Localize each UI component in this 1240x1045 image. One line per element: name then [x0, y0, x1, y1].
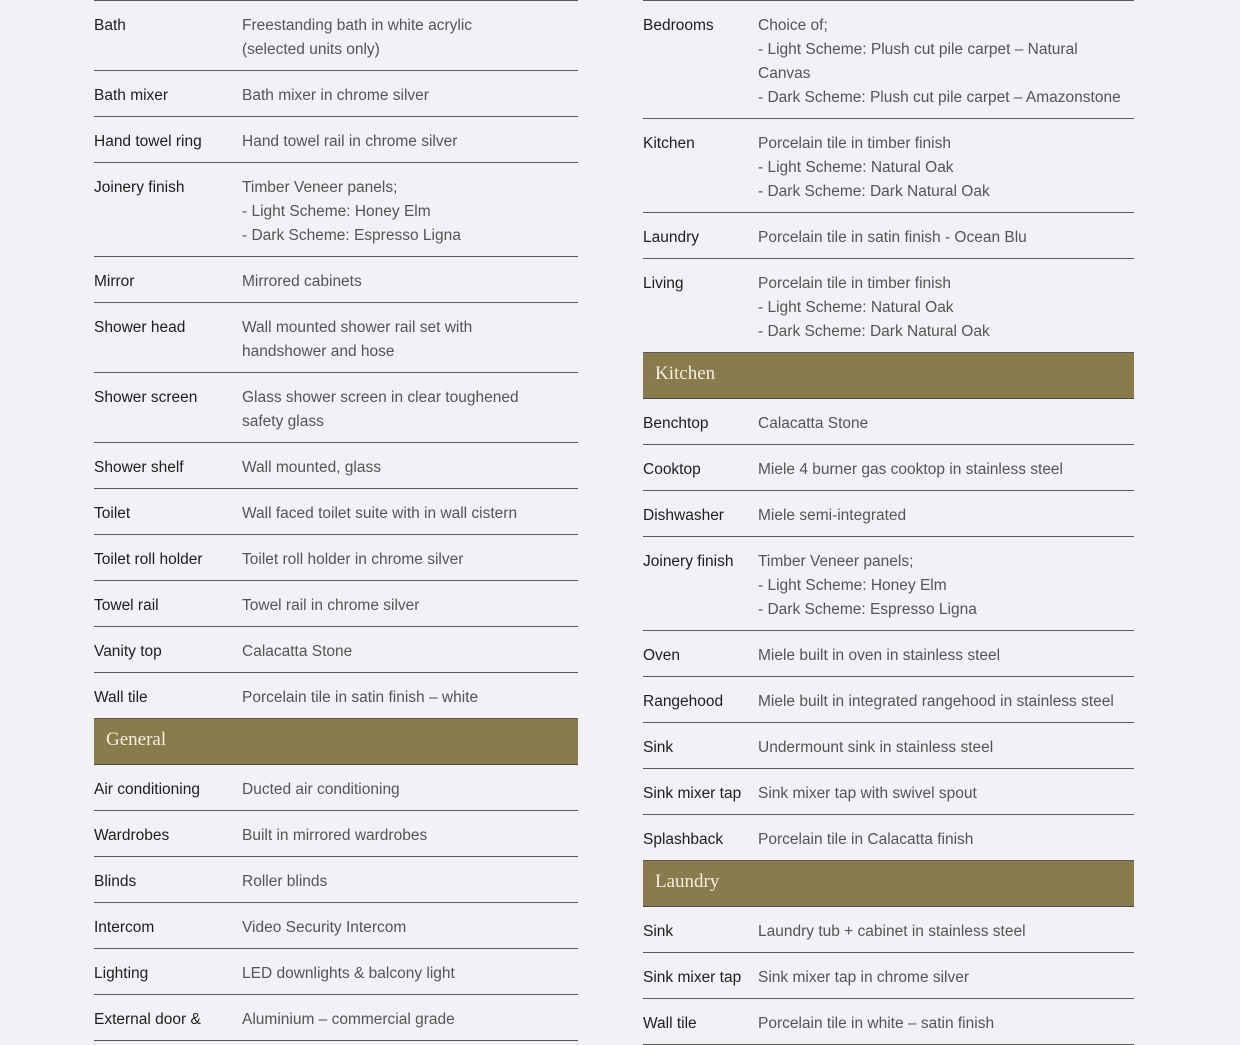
spec-row: [94, 581, 578, 627]
spec-row: [94, 1, 578, 71]
spec-label: Vanity top: [94, 643, 162, 660]
spec-value: Bath mixer in chrome silver: [242, 87, 429, 104]
spec-value: Aluminium – commercial grade: [242, 1011, 455, 1028]
spec-row: [94, 257, 578, 303]
spec-row: [94, 811, 578, 857]
spec-value: Porcelain tile in Calacatta finish: [758, 831, 974, 848]
spec-value: Mirrored cabinets: [242, 273, 362, 290]
spec-label: Dishwasher: [643, 507, 724, 524]
right-spec-column: [643, 0, 1134, 1045]
spec-row: [643, 259, 1134, 353]
spec-label: Wardrobes: [94, 827, 170, 844]
spec-value: Porcelain tile in satin finish - Ocean Blu: [758, 229, 1027, 246]
spec-row: [94, 117, 578, 163]
section-general: [94, 719, 578, 1041]
spec-row: [94, 903, 578, 949]
spec-value: Sink mixer tap in chrome silver: [758, 969, 970, 986]
spec-value: Miele built in oven in stainless steel: [758, 647, 1001, 664]
spec-value: Miele 4 burner gas cooktop in stainless steel: [758, 461, 1063, 478]
spec-value: Miele semi-integrated: [758, 507, 907, 524]
section-continued: [94, 1, 578, 719]
spec-row: [94, 489, 578, 535]
spec-label: External door &: [94, 1011, 201, 1028]
spec-label: Hand towel ring: [94, 133, 202, 150]
spec-label: Benchtop: [643, 415, 709, 432]
section-header-laundry: Laundry: [643, 861, 1134, 907]
spec-label: Intercom: [94, 919, 155, 936]
spec-row: [94, 765, 578, 811]
spec-label: Air conditioning: [94, 781, 200, 798]
spec-label: Bath mixer: [94, 87, 169, 104]
spec-row: [643, 491, 1134, 537]
spec-row: [643, 213, 1134, 259]
spec-label: Wall tile: [643, 1015, 697, 1032]
spec-label: Joinery finish: [94, 179, 185, 196]
spec-row: [643, 723, 1134, 769]
spec-value: Wall mounted, glass: [242, 459, 381, 476]
spec-value: Porcelain tile in satin finish – white: [242, 689, 479, 706]
spec-label: Living: [643, 275, 684, 292]
spec-value: Calacatta Stone: [242, 643, 353, 660]
spec-label: Sink: [643, 923, 674, 940]
spec-value: Choice of; - Light Scheme: Plush cut pile carpet – Natural Canvas - Dark Scheme: Plush cut pile carpet – Amazonstone: [758, 17, 1121, 106]
spec-row: [94, 627, 578, 673]
spec-label: Toilet: [94, 505, 131, 522]
spec-label: Lighting: [94, 965, 149, 982]
spec-row: [643, 907, 1134, 953]
spec-value: Wall mounted shower rail set with handshower and hose: [242, 319, 473, 360]
spec-value: Toilet roll holder in chrome silver: [242, 551, 464, 568]
spec-row: [94, 949, 578, 995]
spec-row: [94, 443, 578, 489]
spec-label: Bath: [94, 17, 126, 34]
spec-row: [94, 71, 578, 117]
spec-row: [643, 953, 1134, 999]
section-continued: [643, 1, 1134, 353]
spec-value: Porcelain tile in timber finish - Light Scheme: Natural Oak - Dark Scheme: Dark Natural Oak: [758, 135, 990, 200]
spec-label: Laundry: [643, 229, 700, 246]
spec-value: Calacatta Stone: [758, 415, 869, 432]
spec-value: Freestanding bath in white acrylic (selected units only): [242, 17, 473, 58]
spec-row: [94, 995, 578, 1041]
spec-label: Oven: [643, 647, 681, 664]
spec-label: Blinds: [94, 873, 137, 890]
section-header-general: General: [94, 719, 578, 765]
spec-label: Toilet roll holder: [94, 551, 203, 568]
spec-row: [643, 815, 1134, 861]
spec-value: Sink mixer tap with swivel spout: [758, 785, 977, 802]
spec-row: [94, 535, 578, 581]
spec-value: Porcelain tile in timber finish - Light Scheme: Natural Oak - Dark Scheme: Dark Natural Oak: [758, 275, 990, 340]
spec-value: Glass shower screen in clear toughened safety glass: [242, 389, 519, 430]
spec-label: Shower screen: [94, 389, 198, 406]
left-spec-column: [94, 0, 578, 1041]
spec-label: Shower shelf: [94, 459, 184, 476]
spec-row: [643, 119, 1134, 213]
spec-label: Joinery finish: [643, 553, 734, 570]
spec-label: Bedrooms: [643, 17, 714, 34]
spec-value: Laundry tub + cabinet in stainless steel: [758, 923, 1026, 940]
spec-value: Hand towel rail in chrome silver: [242, 133, 458, 150]
section-header-kitchen: Kitchen: [643, 353, 1134, 399]
spec-label: Kitchen: [643, 135, 695, 152]
spec-label: Splashback: [643, 831, 724, 848]
spec-label: Rangehood: [643, 693, 724, 710]
spec-label: Mirror: [94, 273, 135, 290]
spec-row: [643, 399, 1134, 445]
spec-value: Ducted air conditioning: [242, 781, 400, 798]
spec-value: Video Security Intercom: [242, 919, 407, 936]
section-laundry: [643, 861, 1134, 1045]
section-kitchen: [643, 353, 1134, 861]
spec-row: [643, 537, 1134, 631]
spec-label: Sink mixer tap: [643, 969, 742, 986]
spec-row: [643, 769, 1134, 815]
spec-value: Undermount sink in stainless steel: [758, 739, 994, 756]
spec-label: Sink mixer tap: [643, 785, 742, 802]
spec-row: [94, 303, 578, 373]
spec-row: [643, 631, 1134, 677]
spec-value: Miele built in integrated rangehood in stainless steel: [758, 693, 1114, 710]
spec-value: Porcelain tile in white – satin finish: [758, 1015, 995, 1032]
spec-row: [94, 373, 578, 443]
spec-label: Cooktop: [643, 461, 701, 478]
spec-label: Towel rail: [94, 597, 159, 614]
spec-row: [643, 677, 1134, 723]
spec-row: [94, 673, 578, 719]
spec-row: [643, 1, 1134, 119]
spec-value: Roller blinds: [242, 873, 328, 890]
spec-value: Towel rail in chrome silver: [242, 597, 420, 614]
spec-row: [94, 857, 578, 903]
spec-row: [94, 163, 578, 257]
spec-row: [643, 999, 1134, 1045]
spec-value: Timber Veneer panels; - Light Scheme: Honey Elm - Dark Scheme: Espresso Ligna: [242, 179, 461, 244]
spec-row: [643, 445, 1134, 491]
spec-label: Sink: [643, 739, 674, 756]
spec-label: Shower head: [94, 319, 186, 336]
spec-value: Built in mirrored wardrobes: [242, 827, 428, 844]
spec-label: Wall tile: [94, 689, 148, 706]
spec-value: LED downlights & balcony light: [242, 965, 455, 982]
spec-value: Timber Veneer panels; - Light Scheme: Honey Elm - Dark Scheme: Espresso Ligna: [758, 553, 977, 618]
spec-value: Wall faced toilet suite with in wall cistern: [242, 505, 518, 522]
